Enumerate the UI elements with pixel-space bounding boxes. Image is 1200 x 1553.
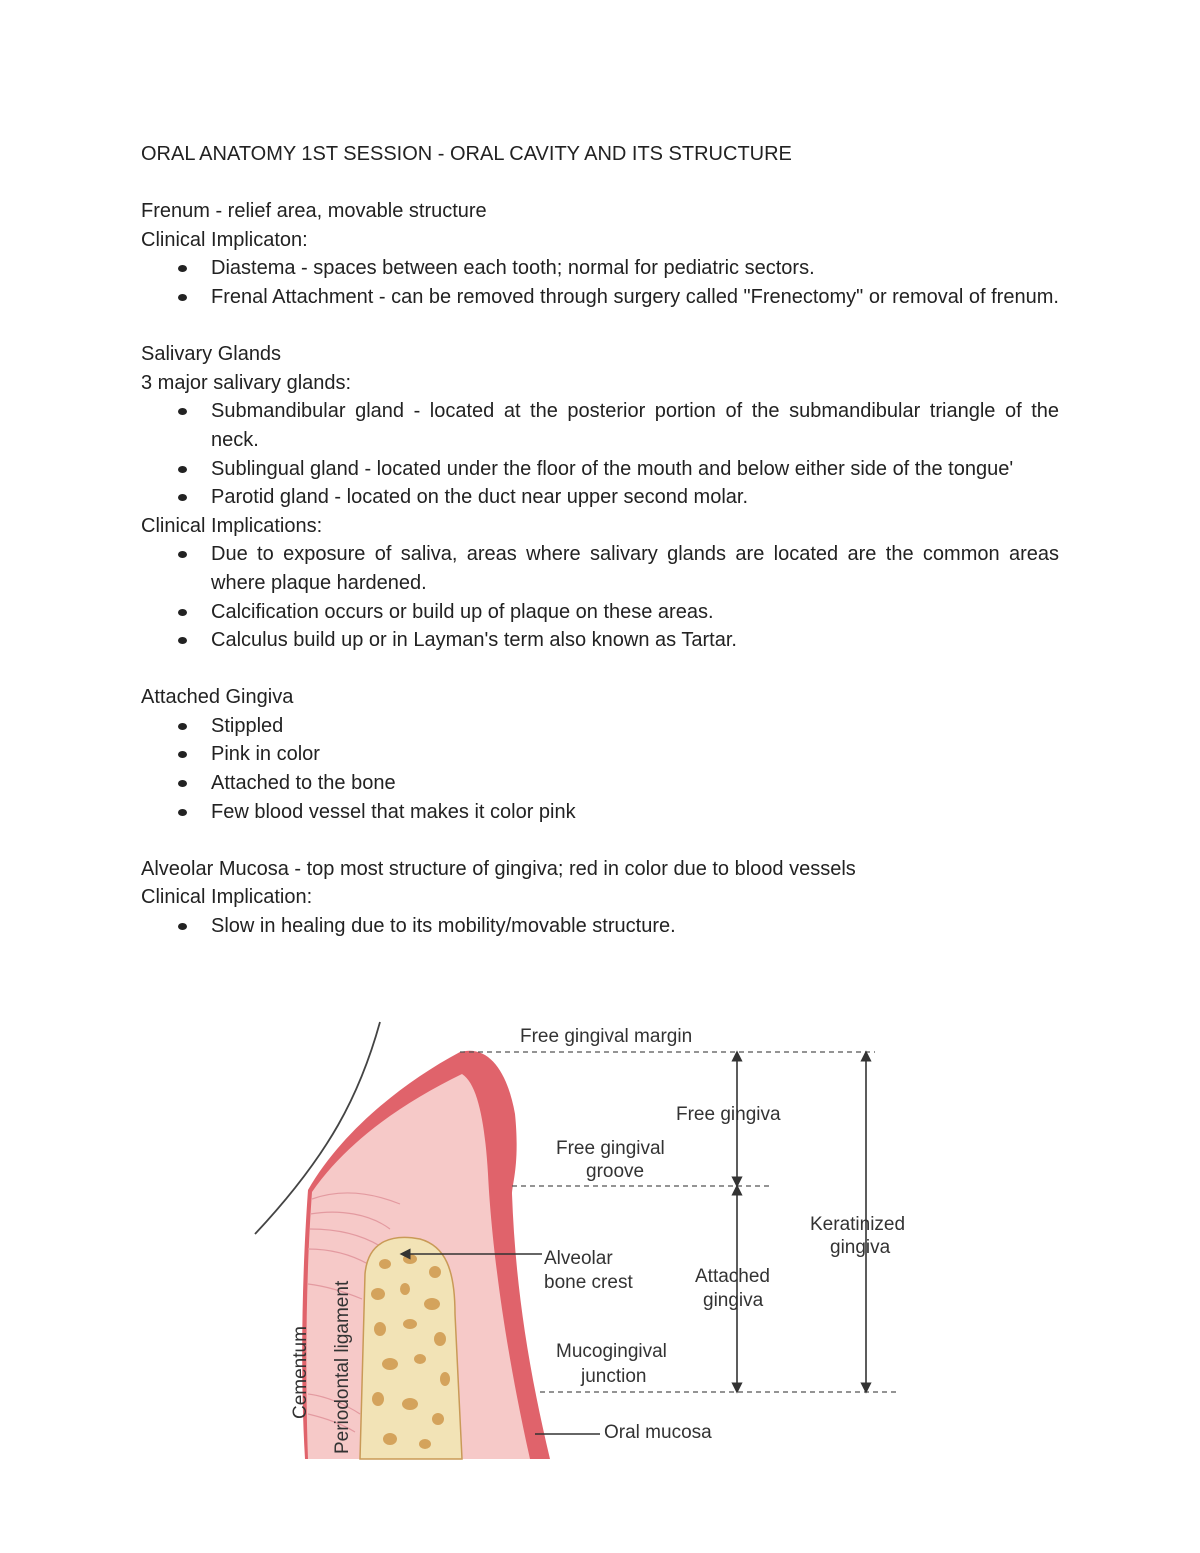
- alveolar-list: [141, 912, 1059, 941]
- keratinized-gingiva-label-2: gingiva: [830, 1237, 891, 1258]
- list-item: Frenal Attachment - can be removed through surgery called "Frenectomy" or removal of frenum.: [141, 283, 1059, 312]
- alveolar-bone-crest-label-2: bone crest: [544, 1272, 633, 1293]
- list-item: Slow in healing due to its mobility/movable structure.: [141, 912, 1059, 941]
- keratinized-gingiva-label-1: Keratinized: [810, 1214, 906, 1235]
- salivary-clinical-heading: Clinical Implications:: [141, 514, 323, 537]
- gingiva-diagram-svg: [250, 1014, 930, 1484]
- mucogingival-junction-label-2: junction: [581, 1366, 647, 1387]
- list-item: Few blood vessel that makes it color pink: [141, 798, 1059, 827]
- alveolar-bone: [360, 1237, 462, 1459]
- list-item: Attached to the bone: [141, 769, 1059, 798]
- frenum-clinical-heading: Clinical Implicaton:: [141, 228, 308, 251]
- alveolar-mucosa-heading: Alveolar Mucosa - top most structure of gingiva; red in color due to blood vessels: [141, 857, 856, 880]
- list-item: Due to exposure of saliva, areas where salivary glands are located are the common areas where plaque hardened.: [141, 540, 1059, 597]
- free-gingival-groove-label-1: Free gingival: [556, 1138, 665, 1159]
- free-gingiva-label: Free gingiva: [676, 1104, 781, 1125]
- oral-mucosa-label: Oral mucosa: [604, 1422, 712, 1443]
- alveolar-clinical-heading: Clinical Implication:: [141, 886, 313, 909]
- list-item: Stippled: [141, 712, 1059, 741]
- free-gingival-groove-label-2: groove: [586, 1161, 645, 1182]
- mucogingival-junction-label-1: Mucogingival: [556, 1341, 667, 1362]
- attached-gingiva-label-2: gingiva: [703, 1290, 764, 1311]
- salivary-heading: Salivary Glands: [141, 343, 282, 366]
- salivary-list: [141, 397, 1059, 511]
- list-item: Sublingual gland - located under the floor of the mouth and below either side of the tongue': [141, 455, 1059, 484]
- list-item: Diastema - spaces between each tooth; normal for pediatric sectors.: [141, 254, 1059, 283]
- free-gingival-margin-label: Free gingival margin: [520, 1026, 693, 1047]
- frenum-list: [141, 254, 1059, 311]
- salivary-subheading: 3 major salivary glands:: [141, 371, 352, 394]
- attached-gingiva-label-1: Attached: [695, 1266, 770, 1287]
- document-title: ORAL ANATOMY 1ST SESSION - ORAL CAVITY AND ITS STRUCTURE: [141, 143, 792, 165]
- attached-gingiva-list: [141, 712, 1059, 826]
- list-item: Parotid gland - located on the duct near upper second molar.: [141, 483, 1059, 512]
- alveolar-bone-crest-label-1: Alveolar: [544, 1248, 613, 1269]
- attached-gingiva-heading: Attached Gingiva: [141, 686, 294, 709]
- gingiva-diagram: [250, 1014, 930, 1484]
- cementum-label: Cementum: [290, 1326, 311, 1419]
- list-item: Submandibular gland - located at the posterior portion of the submandibular triangle of the neck.: [141, 397, 1059, 454]
- periodontal-ligament-label: Periodontal ligament: [332, 1280, 353, 1454]
- list-item: Calculus build up or in Layman's term also known as Tartar.: [141, 626, 1059, 655]
- list-item: Pink in color: [141, 740, 1059, 769]
- list-item: Calcification occurs or build up of plaque on these areas.: [141, 598, 1059, 627]
- document-body: [141, 140, 1059, 941]
- frenum-heading: Frenum - relief area, movable structure: [141, 200, 487, 223]
- salivary-clinical-list: [141, 540, 1059, 654]
